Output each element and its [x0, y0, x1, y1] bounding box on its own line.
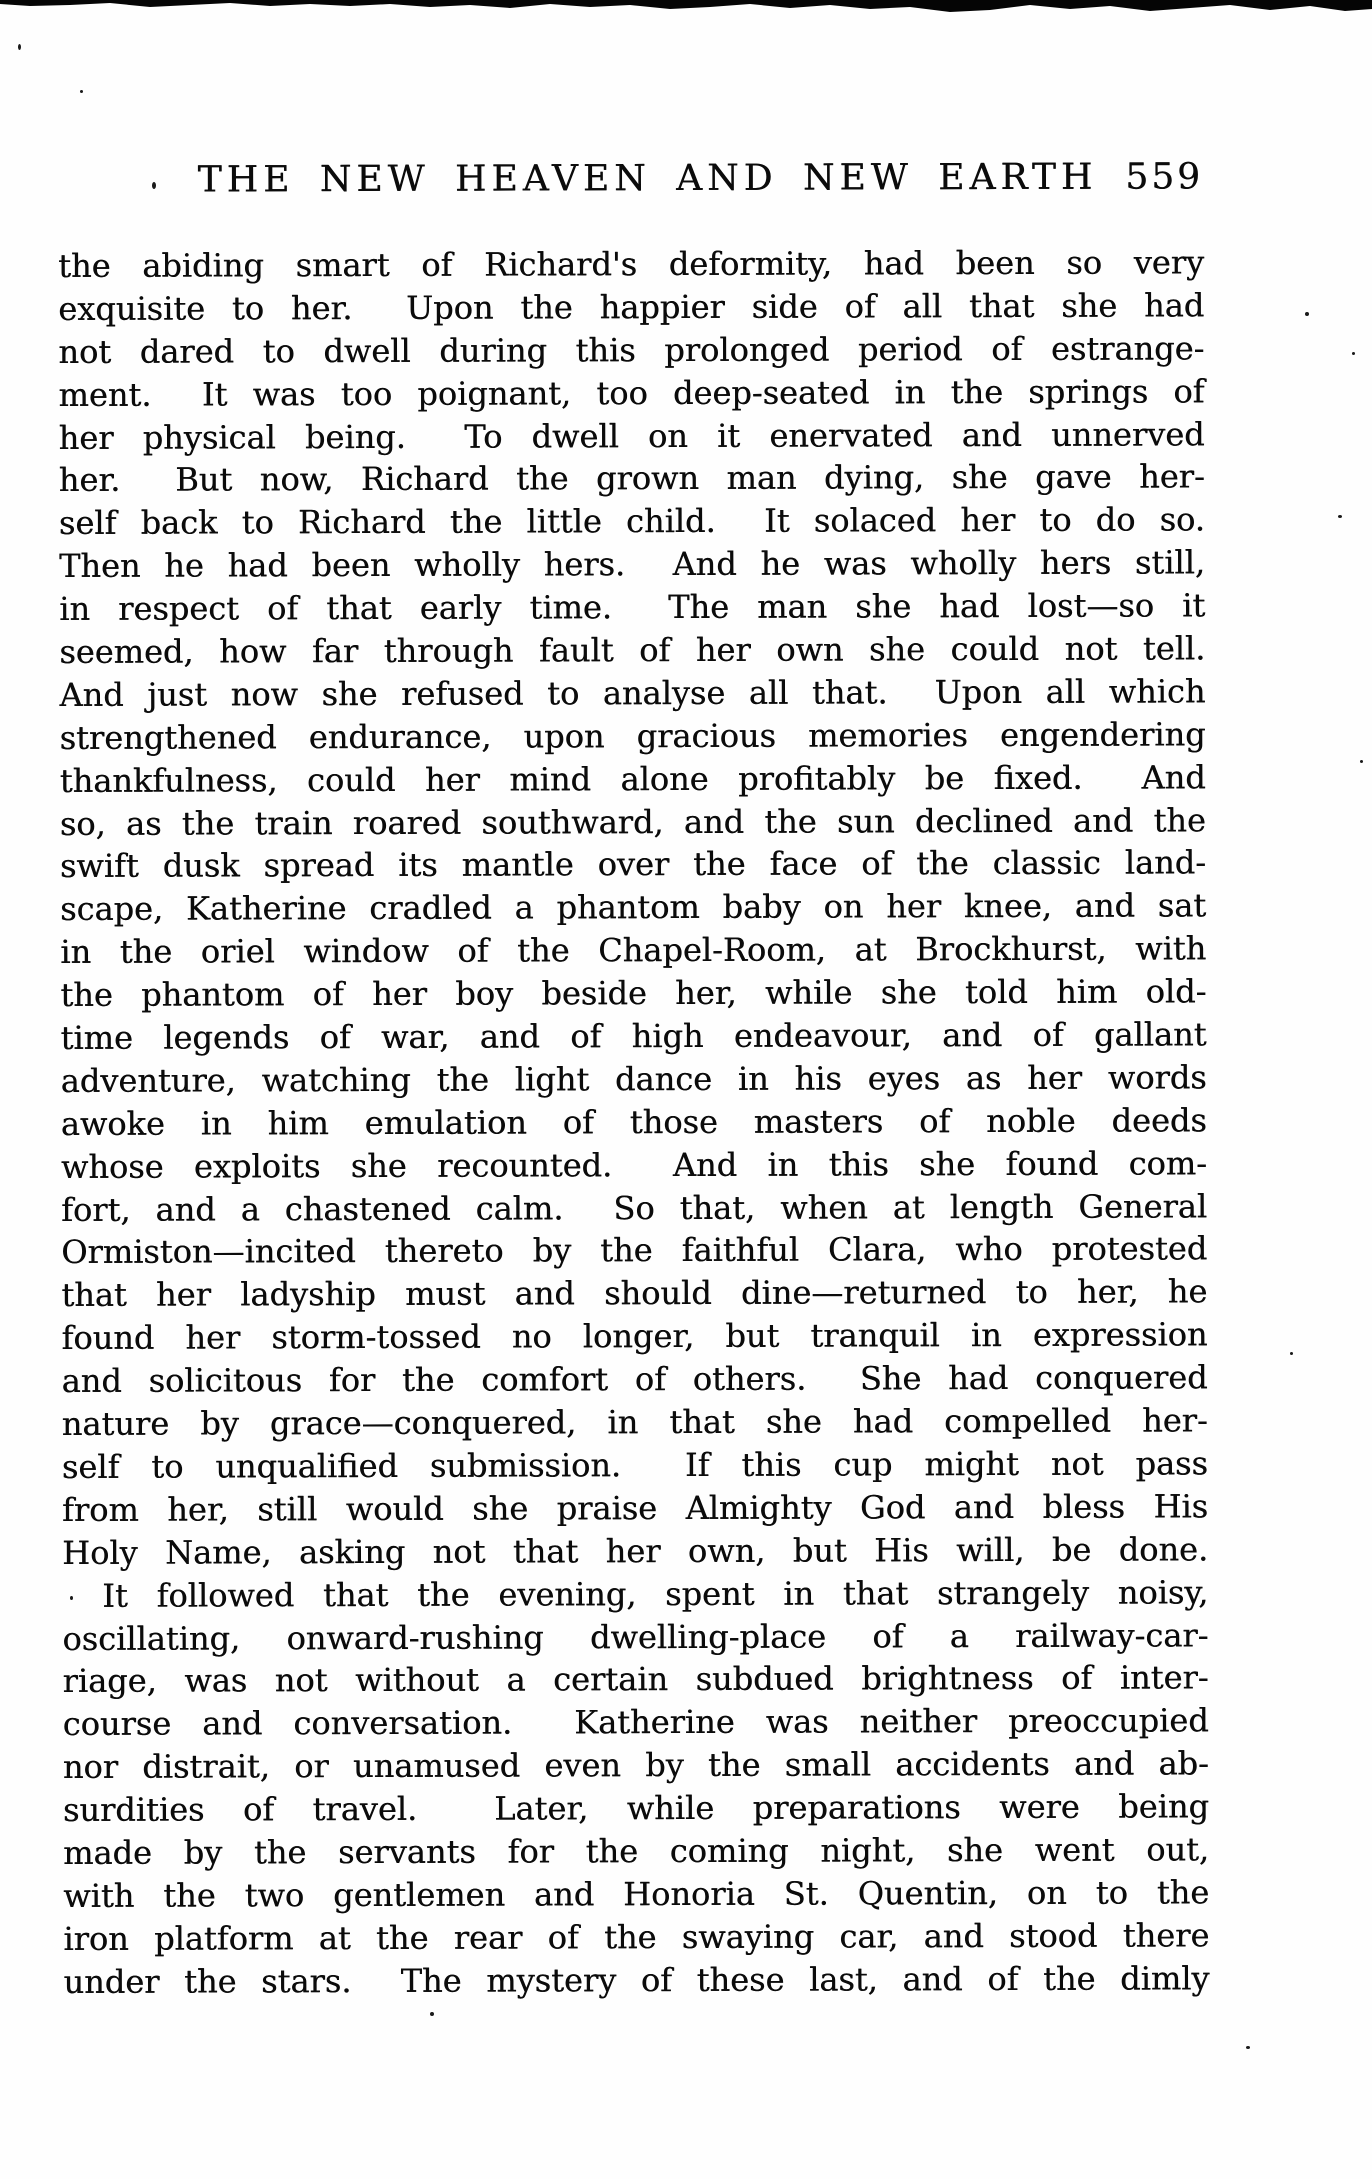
text-line: thankfulness, could her mind alone profitably be fixed. And	[59, 758, 1206, 800]
text-line: course and conversation. Katherine was neither preoccupied	[62, 1701, 1209, 1744]
text-line: under the stars. The mystery of these last, and of the dimly	[63, 1958, 1210, 2001]
scan-speck	[152, 182, 156, 189]
text-line: swift dusk spread its mantle over the face of the classic land-	[59, 843, 1207, 886]
text-line: in respect of that early time. The man she had lost—so it	[59, 586, 1206, 629]
text-line: ment. It was too poignant, too deep-seated in the springs of	[58, 372, 1205, 414]
scan-speck	[1305, 312, 1309, 316]
text-line: Ormiston—incited thereto by the faithful Clara, who protested	[61, 1229, 1208, 1272]
text-line: with the two gentlemen and Honoria St. Quentin, on to the	[63, 1873, 1210, 1915]
text-line: self to unqualified submission. If this cup might not pass	[61, 1444, 1208, 1486]
scan-speck	[1290, 1352, 1293, 1355]
text-line: the phantom of her boy beside her, while she told him old-	[60, 972, 1207, 1015]
text-line: in the oriel window of the Chapel-Room, at Brockhurst, with	[60, 929, 1207, 972]
scan-speck	[1338, 515, 1342, 518]
text-line: not dared to dwell during this prolonged period of estrange-	[58, 329, 1205, 371]
page-body	[58, 241, 1210, 2003]
text-line: strengthened endurance, upon gracious memories engendering	[59, 715, 1206, 757]
text-line: the abiding smart of Richard's deformity, had been so very	[58, 243, 1205, 285]
text-line: fort, and a chastened calm. So that, when at length General	[60, 1186, 1208, 1229]
scan-speck	[18, 44, 21, 50]
running-header	[128, 156, 1273, 201]
text-line: exquisite to her. Upon the happier side of all that she had	[58, 286, 1205, 328]
text-line: made by the servants for the coming night, she went out,	[63, 1830, 1210, 1872]
text-line: nature by grace—conquered, in that she had compelled her-	[61, 1401, 1208, 1444]
text-line: oscillating, onward-rushing dwelling-place of a railway-car-	[62, 1615, 1209, 1658]
text-line: whose exploits she recounted. And in this she found com-	[60, 1144, 1207, 1186]
scan-speck	[430, 2012, 434, 2016]
text-line: Holy Name, asking not that her own, but His will, be done.	[62, 1530, 1209, 1572]
page-title: THE NEW HEAVEN AND NEW EARTH	[197, 156, 1098, 201]
scan-speck	[80, 90, 83, 93]
text-line: And just now she refused to analyse all that. Upon all which	[59, 672, 1206, 714]
text-line: scape, Katherine cradled a phantom baby on her knee, and sat	[60, 886, 1207, 929]
text-line: and solicitous for the comfort of others. She had conquered	[61, 1358, 1208, 1401]
text-line: found her storm-tossed no longer, but tranquil in expression	[61, 1315, 1208, 1358]
page-number: 559	[1125, 156, 1204, 198]
text-line: that her ladyship must and should dine—returned to her, he	[61, 1272, 1208, 1315]
text-line: her. But now, Richard the grown man dying, she gave her-	[58, 457, 1205, 500]
text-line: so, as the train roared southward, and the sun declined and the	[59, 800, 1206, 843]
text-line: from her, still would she praise Almighty God and bless His	[61, 1487, 1209, 1529]
text-line: awoke in him emulation of those masters of noble deeds	[60, 1101, 1207, 1143]
text-line: her physical being. To dwell on it enervated and unnerved	[58, 414, 1205, 457]
scan-speck	[1246, 2046, 1250, 2049]
text-line: nor distrait, or unamused even by the small accidents and ab-	[62, 1744, 1209, 1787]
scan-speck	[1352, 352, 1355, 355]
paragraph	[58, 241, 1208, 1574]
text-line: It followed that the evening, spent in that strangely noisy,	[102, 1572, 1209, 1615]
scan-speck	[1360, 760, 1363, 763]
text-line: Then he had been wholly hers. And he was wholly hers still,	[58, 543, 1206, 586]
text-line: riage, was not without a certain subdued brightness of inter-	[62, 1658, 1209, 1701]
text-line: adventure, watching the light dance in his eyes as her words	[60, 1058, 1207, 1100]
text-line: seemed, how far through fault of her own she could not tell.	[59, 629, 1206, 671]
scan-speck	[70, 1596, 73, 1600]
text-line: iron platform at the rear of the swaying car, and stood there	[63, 1916, 1210, 1958]
paragraph	[62, 1571, 1209, 2004]
text-line: surdities of travel. Later, while preparations were being	[62, 1787, 1209, 1830]
text-line: self back to Richard the little child. It solaced her to do so.	[58, 500, 1205, 543]
text-line: time legends of war, and of high endeavour, and of gallant	[60, 1015, 1207, 1057]
